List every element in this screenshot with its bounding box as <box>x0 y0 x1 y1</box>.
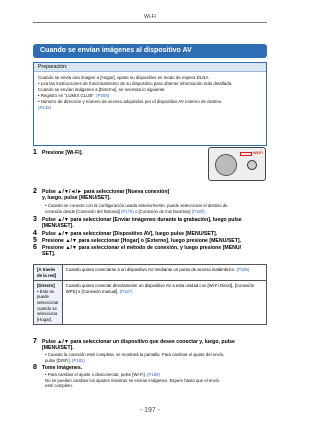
step-text: Presione ▲/▼ para seleccionar el método de conexión, y luego presione [MENU/ <box>42 245 242 251</box>
step-6 <box>33 245 264 257</box>
step-8 <box>33 365 264 371</box>
step-number: 2 <box>33 188 37 195</box>
prep-line <box>38 105 262 111</box>
step-text: [MENU/SET]. <box>42 345 74 352</box>
prep-line: Cuando se envía una imagen a [Hogar], ajuste su dispositivo en modo de espera DLNA. <box>38 75 210 80</box>
table-value: Cuando quiera conectarse a un dispositivo AV mediante un punto de acceso inalámbrico. (P185) <box>62 265 266 281</box>
preparation-heading: Preparación: <box>34 63 266 72</box>
step-text: Pulse ▲/▼ para seleccionar [Dispositivo AV], luego pulse [MENU/SET]. <box>42 231 218 237</box>
ref-link[interactable]: (P187) <box>119 288 133 294</box>
step-text: Tome imágenes. <box>42 365 83 371</box>
ref-link[interactable]: (P215) <box>38 105 52 110</box>
step-text: Presione ▲/▼ para seleccionar [Hogar] o [Externo], luego presione [MENU/SET]. <box>42 238 242 244</box>
table-value: Cuando quiera conectar directamente un dispositivo AV a esta unidad con [Wi-Fi Direct], [Conexión WPS] o [Conexión manual]. (P187) <box>62 281 266 325</box>
table-row <box>34 281 267 325</box>
step-number: 1 <box>33 149 37 156</box>
table-key: [Directo] • Esto se puede seleccionar cuando se selecciona [Hogar]. <box>34 281 63 325</box>
step-text: Pulse ▲/▼ para seleccionar un dispositivo que desee conectar y, luego, pulse <box>42 339 235 345</box>
step-text: SET]. <box>42 251 56 258</box>
ref-link[interactable]: (P180) <box>191 208 205 214</box>
page-header: Wi-Fi <box>144 14 156 20</box>
step-7-note: • Cuando la conexión esté completa, se mostrará la pantalla. Para cambiar el ajuste del envío, pulse [DISP.]. (P182) <box>45 352 225 363</box>
step-number: 8 <box>33 364 37 371</box>
ref-link[interactable]: (P185) <box>236 267 250 272</box>
step-number: 4 <box>33 230 37 237</box>
page-number: - 197 - <box>139 407 161 414</box>
ref-link[interactable]: (P179) <box>120 208 134 214</box>
table-key: [A través de la red] <box>34 265 63 281</box>
step-7 <box>33 339 264 351</box>
table-row <box>34 265 267 281</box>
step-text: Pulse ▲/▼/◄/► para seleccionar [Nueva conexión] <box>42 189 170 195</box>
step-text: Pulse ▲/▼ para seleccionar [Enviar imágenes durante la grabación], luego pulse <box>42 217 242 223</box>
preparation-box <box>33 62 267 146</box>
ref-link[interactable]: (P199) <box>147 372 160 377</box>
section-title: Cuando se envían imágenes al dispositivo AV <box>33 44 267 58</box>
step-3 <box>33 217 264 229</box>
step-text: [MENU/SET]. <box>42 223 74 230</box>
step-8-note: • Para cambiar el ajuste o desconectar, pulse [Wi-Fi]. (P199) No se pueden cambiar los ajustes mientras se envían imágenes. Espere hasta que el envío esté completo. <box>45 372 220 389</box>
step-number: 7 <box>33 338 37 345</box>
connection-method-table <box>33 264 267 325</box>
wifi-key-highlight <box>240 152 252 156</box>
camera-button-icon <box>247 160 257 170</box>
camera-lens-icon <box>215 154 237 176</box>
ref-link[interactable]: (P182) <box>71 357 85 363</box>
camera-illustration <box>208 147 266 181</box>
step-4 <box>33 231 264 237</box>
prep-line: • Registro en “LUMIX CLUB”. (P206) <box>38 93 110 98</box>
step-number: 3 <box>33 216 37 223</box>
wifi-callout: Wi-Fi <box>253 150 263 155</box>
preparation-body <box>34 72 266 114</box>
step-5 <box>33 238 264 244</box>
step-2-note: • Cuando se conecte con la configuración usada anteriormente, puede seleccionar el destino de conexión desde [Conexión del historial] (P179) o [Conexión de mis favoritos] (P180). <box>45 203 228 214</box>
step-number: 6 <box>33 244 37 251</box>
header-divider <box>33 22 267 23</box>
prep-line: Cuando se envían imágenes a [Externo], se necesita lo siguiente: <box>38 87 166 92</box>
step-2 <box>33 189 264 201</box>
step-text: y, luego, pulse [MENU/SET]. <box>42 195 111 202</box>
ref-link[interactable]: (P206) <box>96 93 110 98</box>
step-text: Presione [Wi-Fi]. <box>42 150 83 156</box>
step-number: 5 <box>33 237 37 244</box>
prep-line: • Número de dirección y número de acceso adquiridos por el dispositivo AV externo de destino. <box>38 99 223 104</box>
prep-line: • Lea las instrucciones de funcionamiento de su dispositivo para obtener información más detallada. <box>38 81 233 86</box>
